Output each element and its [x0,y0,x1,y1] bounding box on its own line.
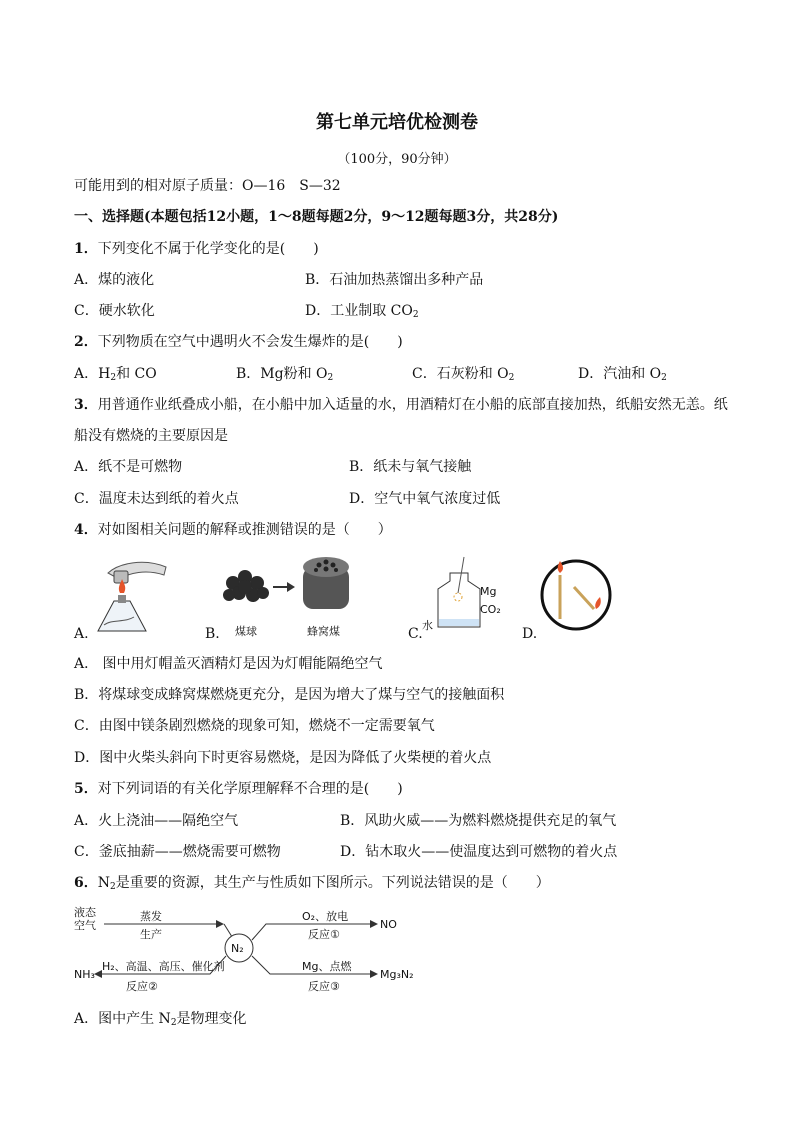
r3-label: 反应③ [308,980,340,993]
figure-b-coal: B. 煤球 蜂窝煤 [205,553,365,643]
option-a: A．图中产生 $N_2$是物理变化 [74,1011,247,1028]
option-c: C．釜底抽薪——燃烧需要可燃物 [74,844,281,860]
n2-flow-diagram [74,904,414,994]
section-heading: 一、选择题(本题包括12小题，1～8题每题2分，9～12题每题3分，共28分) [74,209,559,225]
q-stem: 下列变化不属于化学变化的是( ) [97,241,319,257]
alcohol-lamp-icon [74,553,194,643]
option-d: D．钻木取火——使温度达到可燃物的着火点 [340,844,618,860]
option-c: C．硬水软化 [74,303,155,319]
r1-condition: O₂、放电 [302,910,349,923]
r2-condition: H₂、高温、高压、催化剂 [102,960,225,973]
option-b: B．纸未与氧气接触 [349,459,472,475]
q-number: 1． [74,241,98,257]
nh3-label: NH₃ [74,968,95,981]
option-d: D．空气中氧气浓度过低 [349,491,501,507]
page-title: 第七单元培优检测卷 [316,112,478,133]
option-b: B．Mg粉和 $O_2$ [236,366,334,383]
page-subtitle: （100分，90分钟） [337,152,457,167]
option-a: A．煤的液化 [74,272,155,288]
no-label: NO [380,918,397,931]
match-icon [538,557,614,633]
mg3n2-label: Mg₃N₂ [380,968,414,981]
option-a: A． 图中用灯帽盖灭酒精灯是因为灯帽能隔绝空气 [74,656,383,672]
option-a: A．火上浇油——隔绝空气 [74,813,239,829]
option-d: D．汽油和 $O_2$ [578,366,667,383]
liquid-air-label: 液态 空气 [74,906,96,932]
option-c: C．温度未达到纸的着火点 [74,491,239,507]
coal-icon [215,553,375,623]
option-b: B．将煤球变成蜂窝煤燃烧更充分，是因为增大了煤与空气的接触面积 [74,687,505,703]
evap-label: 蒸发 [140,910,162,923]
question-3: 3．用普通作业纸叠成小船，在小船中加入适量的水，用酒精灯在小船的底部直接加热，纸船安然无恙。纸 [74,397,728,413]
option-d: D．工业制取 $CO_2$ [305,303,419,320]
figure-c-magnesium: C. Mg CO₂ 水 [408,553,508,643]
prod-label: 生产 [140,928,162,941]
question-3-cont: 船没有燃烧的主要原因是 [74,428,228,444]
option-d: D．图中火柴头斜向下时更容易燃烧，是因为降低了火柴梗的着火点 [74,750,492,766]
r2-label: 反应② [126,980,158,993]
question-6: 6．$N_2$是重要的资源，其生产与性质如下图所示。下列说法错误的是（ ） [74,875,550,892]
question-2: 2．下列物质在空气中遇明火不会发生爆炸的是( ) [74,334,403,350]
diagram-arrows [74,904,414,994]
option-c: C．石灰粉和 $O_2$ [412,366,515,383]
figure-a-alcohol-lamp: A. [74,553,194,643]
atomic-masses: 可能用到的相对原子质量：O—16 S—32 [74,178,341,194]
option-b: B．石油加热蒸馏出多种产品 [305,272,484,288]
option-c: C．由图中镁条剧烈燃烧的现象可知，燃烧不一定需要氧气 [74,718,435,734]
r1-label: 反应① [308,928,340,941]
option-b: B．风助火威——为燃料燃烧提供充足的氧气 [340,813,617,829]
n2-label: N₂ [231,942,244,955]
question-5: 5．对下列词语的有关化学原理解释不合理的是( ) [74,781,403,797]
r3-condition: Mg、点燃 [302,960,352,973]
question-4: 4．对如图相关问题的解释或推测错误的是（ ） [74,522,392,538]
question-1 [74,240,319,258]
option-a: A．纸不是可燃物 [74,459,183,475]
option-a: A．$H_2$和 CO [74,366,157,383]
figure-d-match: D. [522,553,622,643]
